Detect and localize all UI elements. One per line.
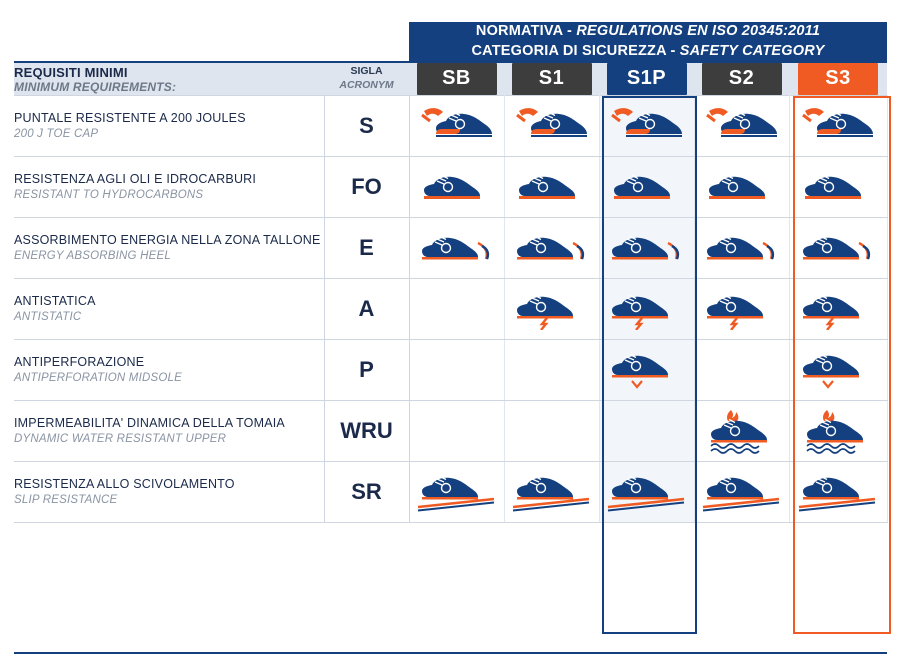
mark-cell-s1 (504, 157, 599, 218)
shoe-antistatic-icon (606, 284, 688, 330)
shoe-toecap-icon (511, 101, 593, 147)
category-header-s1[interactable] (504, 62, 599, 96)
table-row (14, 279, 887, 340)
shoe-slip-icon (795, 467, 881, 513)
table-row (14, 462, 887, 523)
requirement-cell (14, 340, 324, 401)
shoe-heel-icon (606, 223, 688, 269)
requirement-label-it: ANTISTATICA (14, 294, 96, 309)
mark-cell-s3 (789, 340, 887, 401)
requirement-label-it: ASSORBIMENTO ENERGIA NELLA ZONA TALLONE (14, 233, 321, 248)
requirement-label-it: RESISTENZA ALLO SCIVOLAMENTO (14, 477, 235, 492)
table-row (14, 401, 887, 462)
mark-cell-s2 (694, 401, 789, 462)
shoe-sole-icon (701, 162, 783, 208)
requirement-label-en: RESISTANT TO HYDROCARBONS (14, 188, 204, 201)
mark-cell-sb (409, 96, 504, 157)
requirements-title-en: MINIMUM REQUIREMENTS: (14, 79, 177, 94)
table-row (14, 340, 887, 401)
requirement-label-it: RESISTENZA AGLI OLI E IDROCARBURI (14, 172, 257, 187)
requirement-cell (14, 401, 324, 462)
shoe-heel-icon (511, 223, 593, 269)
shoe-water-icon (701, 404, 783, 454)
shoe-heel-icon (797, 223, 879, 269)
table-row (14, 218, 887, 279)
requirement-label-it: PUNTALE RESISTENTE A 200 JOULES (14, 111, 246, 126)
requirement-label-en: SLIP RESISTANCE (14, 493, 118, 506)
table-row (14, 157, 887, 218)
requirement-label-en: ENERGY ABSORBING HEEL (14, 249, 171, 262)
requirement-label-en: ANTIPERFORATION MIDSOLE (14, 371, 182, 384)
column-header-row (14, 62, 887, 96)
mark-cell-s2 (694, 340, 789, 401)
mark-cell-s1p (599, 279, 694, 340)
mark-cell-s3 (789, 462, 887, 523)
mark-cell-s3 (789, 401, 887, 462)
mark-cell-s2 (694, 157, 789, 218)
acronym-cell: WRU (324, 401, 409, 462)
shoe-toecap-icon (606, 101, 688, 147)
category-chip-s3: S3 (798, 63, 878, 95)
mark-cell-s1 (504, 340, 599, 401)
mark-cell-s3 (789, 157, 887, 218)
mark-cell-s1 (504, 401, 599, 462)
acronym-cell: FO (324, 157, 409, 218)
acronym-cell: S (324, 96, 409, 157)
mark-cell-s1p (599, 462, 694, 523)
shoe-midsole-icon (797, 345, 879, 391)
mark-cell-sb (409, 462, 504, 523)
shoe-heel-icon (416, 223, 498, 269)
header-title-cell (409, 22, 887, 62)
requirements-header-cell (14, 62, 324, 96)
mark-cell-s1p (599, 157, 694, 218)
table-row (14, 96, 887, 157)
shoe-slip-icon (414, 467, 500, 513)
mark-cell-sb (409, 218, 504, 279)
requirement-cell (14, 96, 324, 157)
requirements-table (14, 22, 888, 523)
mark-cell-sb (409, 279, 504, 340)
shoe-sole-icon (511, 162, 593, 208)
mark-cell-s3 (789, 96, 887, 157)
mark-cell-s1 (504, 96, 599, 157)
mark-cell-sb (409, 157, 504, 218)
header-line1-italic: REGULATIONS EN ISO 20345:2011 (576, 23, 821, 39)
requirement-label-en: ANTISTATIC (14, 310, 82, 323)
shoe-sole-icon (416, 162, 498, 208)
acronym-cell: A (324, 279, 409, 340)
acronym-title-en: ACRONYM (339, 79, 394, 92)
shoe-heel-icon (701, 223, 783, 269)
requirement-cell (14, 279, 324, 340)
mark-cell-s1 (504, 218, 599, 279)
category-chip-s2: S2 (702, 63, 782, 95)
category-header-s1p[interactable] (599, 62, 694, 96)
acronym-cell: P (324, 340, 409, 401)
shoe-slip-icon (604, 467, 690, 513)
requirement-label-en: 200 J TOE CAP (14, 127, 99, 140)
mark-cell-sb (409, 401, 504, 462)
requirement-label-en: DYNAMIC WATER RESISTANT UPPER (14, 432, 227, 445)
shoe-sole-icon (606, 162, 688, 208)
shoe-toecap-icon (416, 101, 498, 147)
shoe-toecap-icon (701, 101, 783, 147)
requirement-label-it: ANTIPERFORAZIONE (14, 355, 145, 370)
requirements-title-it: REQUISITI MINIMI (14, 64, 128, 80)
header-blank-cell (14, 22, 409, 62)
category-header-sb[interactable] (409, 62, 504, 96)
category-header-s2[interactable] (694, 62, 789, 96)
shoe-midsole-icon (606, 345, 688, 391)
acronym-cell: SR (324, 462, 409, 523)
shoe-slip-icon (509, 467, 595, 513)
requirement-label-it: IMPERMEABILITA' DINAMICA DELLA TOMAIA (14, 416, 285, 431)
mark-cell-s1p (599, 218, 694, 279)
mark-cell-s1p (599, 96, 694, 157)
header-line2-plain: CATEGORIA DI SICUREZZA - (471, 42, 680, 59)
shoe-toecap-icon (797, 101, 879, 147)
mark-cell-s2 (694, 462, 789, 523)
header-line2-italic: SAFETY CATEGORY (679, 42, 825, 59)
mark-cell-s2 (694, 279, 789, 340)
mark-cell-s3 (789, 218, 887, 279)
mark-cell-s1 (504, 279, 599, 340)
mark-cell-s2 (694, 218, 789, 279)
mark-cell-s3 (789, 279, 887, 340)
mark-cell-sb (409, 340, 504, 401)
mark-cell-s1p (599, 401, 694, 462)
acronym-title-it: SIGLA (350, 65, 383, 78)
header-band-row (14, 22, 887, 62)
category-header-s3[interactable] (789, 62, 887, 96)
header-line1-plain: NORMATIVA - (475, 23, 577, 39)
shoe-antistatic-icon (511, 284, 593, 330)
bottom-rule (14, 652, 887, 654)
requirement-cell (14, 462, 324, 523)
category-chip-sb: SB (417, 63, 497, 95)
shoe-sole-icon (797, 162, 879, 208)
shoe-antistatic-icon (797, 284, 879, 330)
shoe-antistatic-icon (701, 284, 783, 330)
acronym-cell: E (324, 218, 409, 279)
requirement-cell (14, 218, 324, 279)
category-chip-s1p: S1P (607, 63, 687, 95)
category-chip-s1: S1 (512, 63, 592, 95)
requirement-cell (14, 157, 324, 218)
mark-cell-s2 (694, 96, 789, 157)
shoe-slip-icon (699, 467, 785, 513)
shoe-water-icon (797, 404, 879, 454)
mark-cell-s1 (504, 462, 599, 523)
acronym-header-cell (324, 62, 409, 96)
mark-cell-s1p (599, 340, 694, 401)
